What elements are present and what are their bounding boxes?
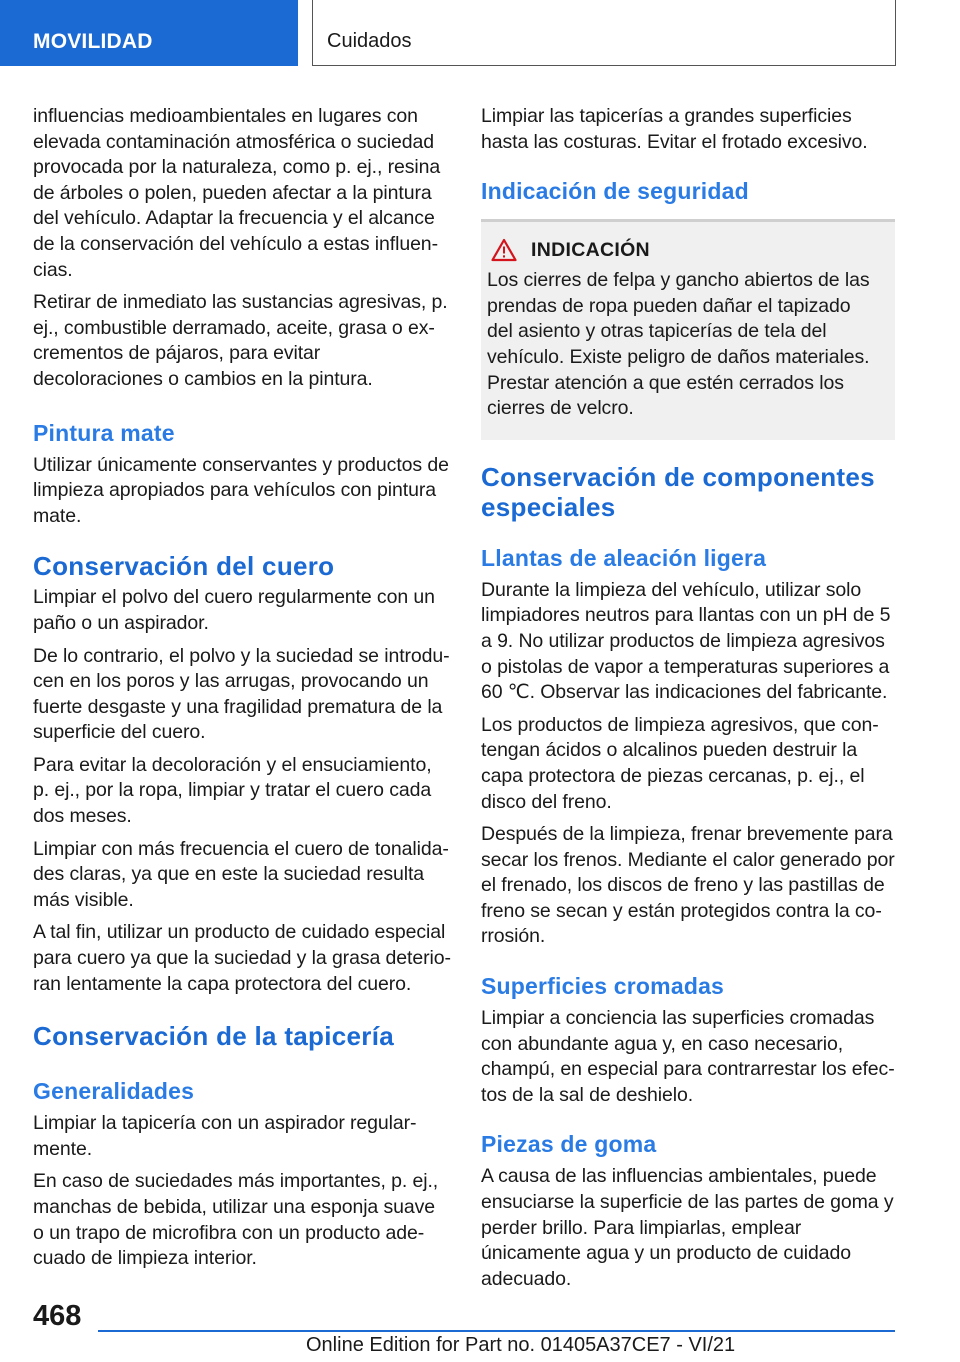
heading-chrome-surfaces: Superficies cromadas bbox=[481, 973, 725, 1000]
notice-box bbox=[481, 219, 895, 440]
paragraph: Limpiar a conciencia las superficies cromadas con abundante agua y, en caso necesario, champú, en especial para contrarrestar los efectos de la sal de deshielo. bbox=[481, 1007, 895, 1106]
paragraph: Utilizar únicamente conservantes y productos de limpieza apropiados para vehículos con pintura mate. bbox=[33, 453, 449, 527]
paragraph: Limpiar con más frecuencia el cuero de tonalidades claras, ya que en este la suciedad resulta más visible. bbox=[33, 837, 449, 911]
heading-rubber-parts: Piezas de goma bbox=[481, 1131, 657, 1158]
paragraph: Para evitar la decoloración y el ensuciamiento, p. ej., por la ropa, limpiar y tratar el cuero cada dos meses. bbox=[33, 753, 432, 828]
notice-header bbox=[487, 238, 881, 262]
paragraph: Los productos de limpieza agresivos, que contengan ácidos o alcalinos pueden destruir la capa protectora de piezas cercanas, p. ej., el disco del freno. bbox=[481, 713, 879, 813]
heading-special-components: Conservación de componentes especiales bbox=[481, 461, 875, 522]
heading-general: Generalidades bbox=[33, 1078, 195, 1105]
paragraph: Durante la limpieza del vehículo, utilizar solo limpiadores neutros para llantas con un pH de 5 a 9. No utilizar productos de limpieza agresivos o pistolas de vapor a temperaturas superiores a 60 ℃. Observar las indicaciones del fabricante. bbox=[481, 578, 891, 704]
warning-triangle-icon bbox=[491, 238, 517, 262]
paragraph: A tal fin, utilizar un producto de cuidado especial para cuero ya que la suciedad y la grasa deterioran lentamente la capa protectora del cuero. bbox=[33, 921, 451, 995]
heading-upholstery-care: Conservación de la tapicería bbox=[33, 1021, 394, 1052]
footer-divider bbox=[98, 1330, 895, 1332]
paragraph: Limpiar la tapicería con un aspirador regularmente. bbox=[33, 1112, 417, 1160]
notice-title: INDICACIÓN bbox=[531, 238, 650, 261]
notice-text: Los cierres de felpa y gancho abiertos de las prendas de ropa pueden dañar el tapizado del asiento y otras tapicerías de tela del vehículo. Existe peligro de daños materiales. Prestar atención a que estén cerrados los cierres de velcro. bbox=[487, 269, 870, 420]
paragraph: influencias medioambientales en lugares con elevada contaminación atmosférica o suciedad provocada por la naturaleza, como p. ej., resina de árboles o polen, pueden afectar a la pintura del vehículo. Adaptar la frecuencia y el alcance de la conservación del vehículo a estas influencias. bbox=[33, 105, 441, 281]
left-column bbox=[33, 104, 451, 1279]
page-header bbox=[0, 0, 960, 66]
heading-leather-care: Conservación del cuero bbox=[33, 551, 335, 582]
paragraph: Limpiar las tapicerías a grandes superficies hasta las costuras. Evitar el frotado excesivo. bbox=[481, 105, 868, 153]
heading-matte-paint: Pintura mate bbox=[33, 419, 175, 446]
page-number: 468 bbox=[33, 1300, 82, 1332]
paragraph: Después de la limpieza, frenar brevemente para secar los frenos. Mediante el calor generado por el frenado, los discos de freno y las pastillas de freno se secan y están protegidos contra la corrosión. bbox=[481, 823, 895, 948]
heading-alloy-wheels: Llantas de aleación ligera bbox=[481, 544, 767, 571]
section-tab: MOVILIDAD bbox=[0, 0, 298, 66]
chapter-title: Cuidados bbox=[312, 0, 896, 66]
right-column bbox=[481, 104, 895, 1299]
heading-safety-note: Indicación de seguridad bbox=[481, 178, 749, 205]
paragraph: Limpiar el polvo del cuero regularmente con un paño o un aspirador. bbox=[33, 586, 435, 634]
footer-edition: Online Edition for Part no. 01405A37CE7 - VI/21 bbox=[306, 1334, 736, 1356]
paragraph: Retirar de inmediato las sustancias agresivas, p. ej., combustible derramado, aceite, grasa o excrementos de pájaros, para evitar decoloraciones o cambios en la pintura. bbox=[33, 291, 448, 390]
paragraph: A causa de las influencias ambientales, puede ensuciarse la superficie de las partes de goma y perder brillo. Para limpiarlas, emplear únicamente agua y un producto de cuidado adecuado. bbox=[481, 1165, 894, 1290]
paragraph: En caso de suciedades más importantes, p. ej., manchas de bebida, utilizar una esponja suave o un trapo de microfibra con un producto adecuado de limpieza interior. bbox=[33, 1170, 439, 1270]
paragraph: De lo contrario, el polvo y la suciedad se introducen en los poros y las arrugas, provocando un fuerte desgaste y una fragilidad prematura de la superficie del cuero. bbox=[33, 644, 450, 744]
